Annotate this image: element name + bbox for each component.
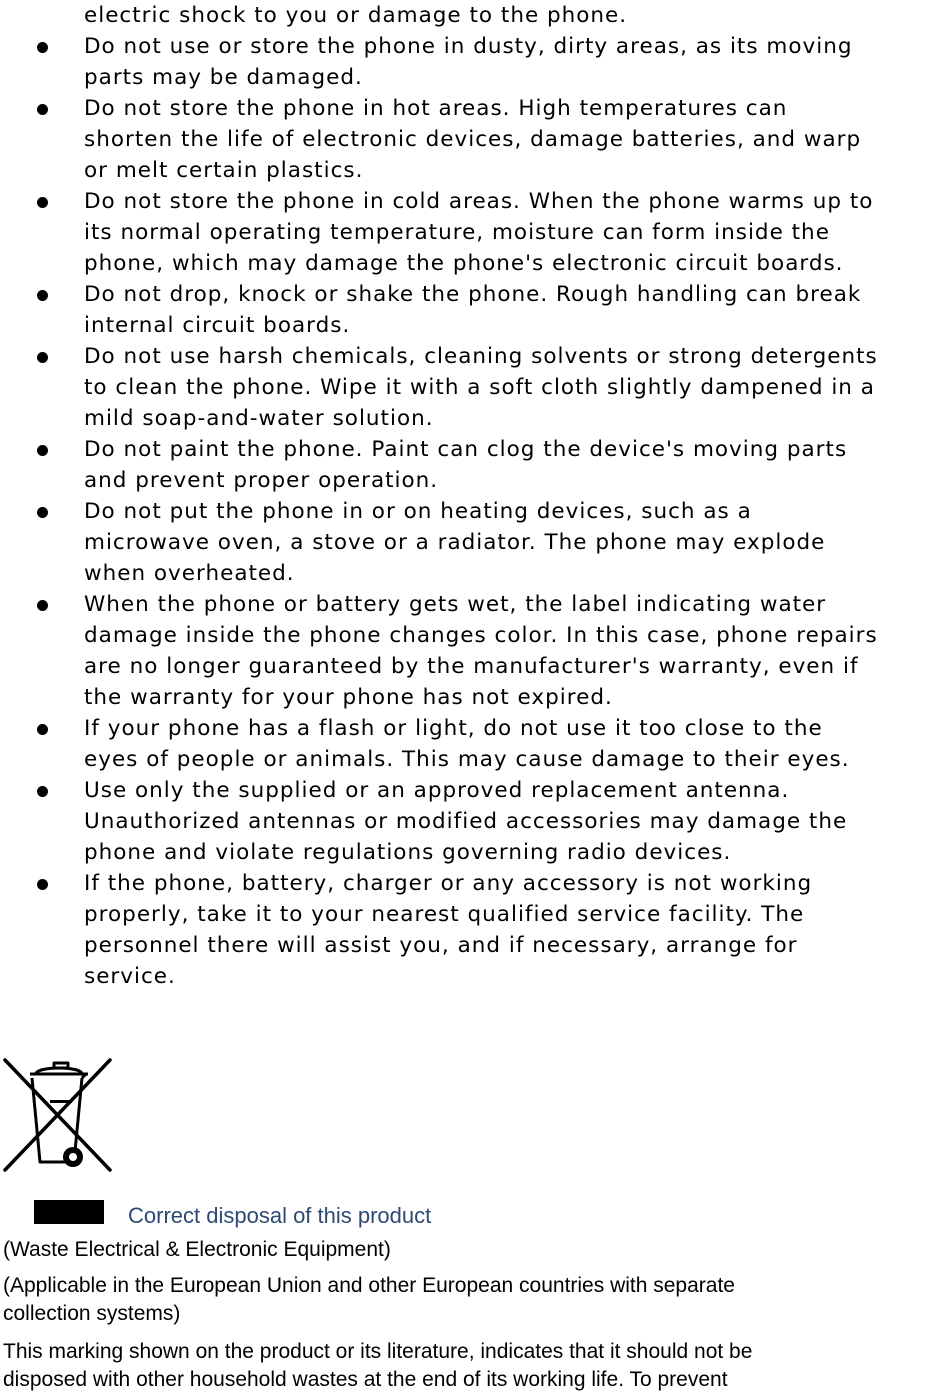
text-line: and prevent proper operation. [84,468,439,493]
text-line: Do not store the phone in cold areas. When the phone warms up to [84,189,874,214]
bullet-icon [37,786,48,797]
bullet-icon [37,290,48,301]
text-line: to clean the phone. Wipe it with a soft cloth slightly dampened in a [84,375,875,400]
text-line: Do not paint the phone. Paint can clog the device's moving parts [84,437,848,462]
text-line: (Applicable in the European Union and other European countries with separate [3,1274,735,1297]
text-line: Do not drop, knock or shake the phone. Rough handling can break [84,282,862,307]
text-line: or melt certain plastics. [84,158,364,183]
bullet-icon [37,445,48,456]
text-line: service. [84,964,176,989]
list-item [0,589,935,713]
bullet-icon [37,104,48,115]
text-line: personnel there will assist you, and if necessary, arrange for [84,933,798,958]
bullet-icon [37,879,48,890]
list-item [0,341,935,434]
text-line: phone and violate regulations governing radio devices. [84,840,732,865]
list-item [0,868,935,992]
list-item [0,93,935,186]
text-line: are no longer guaranteed by the manufacturer's warranty, even if [84,654,859,679]
bullet-icon [37,600,48,611]
bullet-icon [37,42,48,53]
precautions-list [0,31,935,992]
list-item [0,31,935,93]
text-line: shorten the life of electronic devices, damage batteries, and warp [84,127,862,152]
list-item [0,279,935,341]
continuation-text [84,0,934,31]
crossed-out-wheelie-bin-icon [2,1052,114,1176]
list-item [0,775,935,868]
text-line: Use only the supplied or an approved replacement antenna. [84,778,790,803]
bullet-icon [37,352,48,363]
text-line: Unauthorized antennas or modified accessories may damage the [84,809,848,834]
text-line: microwave oven, a stove or a radiator. The phone may explode [84,530,826,555]
text-line: internal circuit boards. [84,313,351,338]
text-line: mild soap-and-water solution. [84,406,434,431]
text-line: when overheated. [84,561,295,586]
text-line: Do not store the phone in hot areas. High temperatures can [84,96,788,121]
text-line: Do not use harsh chemicals, cleaning solvents or strong detergents [84,344,878,369]
text-line: When the phone or battery gets wet, the label indicating water [84,592,827,617]
text-line: disposed with other household wastes at the end of its working life. To prevent [3,1368,728,1391]
list-item [0,186,935,279]
text-line: Do not put the phone in or on heating devices, such as a [84,499,752,524]
list-item [0,434,935,496]
text-line: eyes of people or animals. This may cause damage to their eyes. [84,747,850,772]
bullet-icon [37,724,48,735]
black-bar [34,1200,104,1224]
disposal-heading: Correct disposal of this product [128,1203,432,1228]
text-line: (Waste Electrical & Electronic Equipment) [3,1238,391,1261]
text-line: If your phone has a flash or light, do not use it too close to the [84,716,823,741]
text-line: properly, take it to your nearest qualified service facility. The [84,902,805,927]
list-item [0,496,935,589]
text-line: parts may be damaged. [84,65,363,90]
weee-subtitle [3,1236,928,1264]
list-item [0,713,935,775]
bullet-icon [37,197,48,208]
text-line: Do not use or store the phone in dusty, dirty areas, as its moving [84,34,853,59]
text-line: phone, which may damage the phone's electronic circuit boards. [84,251,844,276]
text-line: its normal operating temperature, moisture can form inside the [84,220,830,245]
bullet-icon [37,507,48,518]
applicability-paragraph [3,1272,928,1328]
text-line: collection systems) [3,1302,181,1325]
marking-paragraph [3,1338,928,1394]
text-line: damage inside the phone changes color. In this case, phone repairs [84,623,878,648]
text-line: This marking shown on the product or its literature, indicates that it should not be [3,1340,753,1363]
text-line: the warranty for your phone has not expired. [84,685,613,710]
text-line: electric shock to you or damage to the phone. [84,3,628,28]
text-line: If the phone, battery, charger or any accessory is not working [84,871,813,896]
